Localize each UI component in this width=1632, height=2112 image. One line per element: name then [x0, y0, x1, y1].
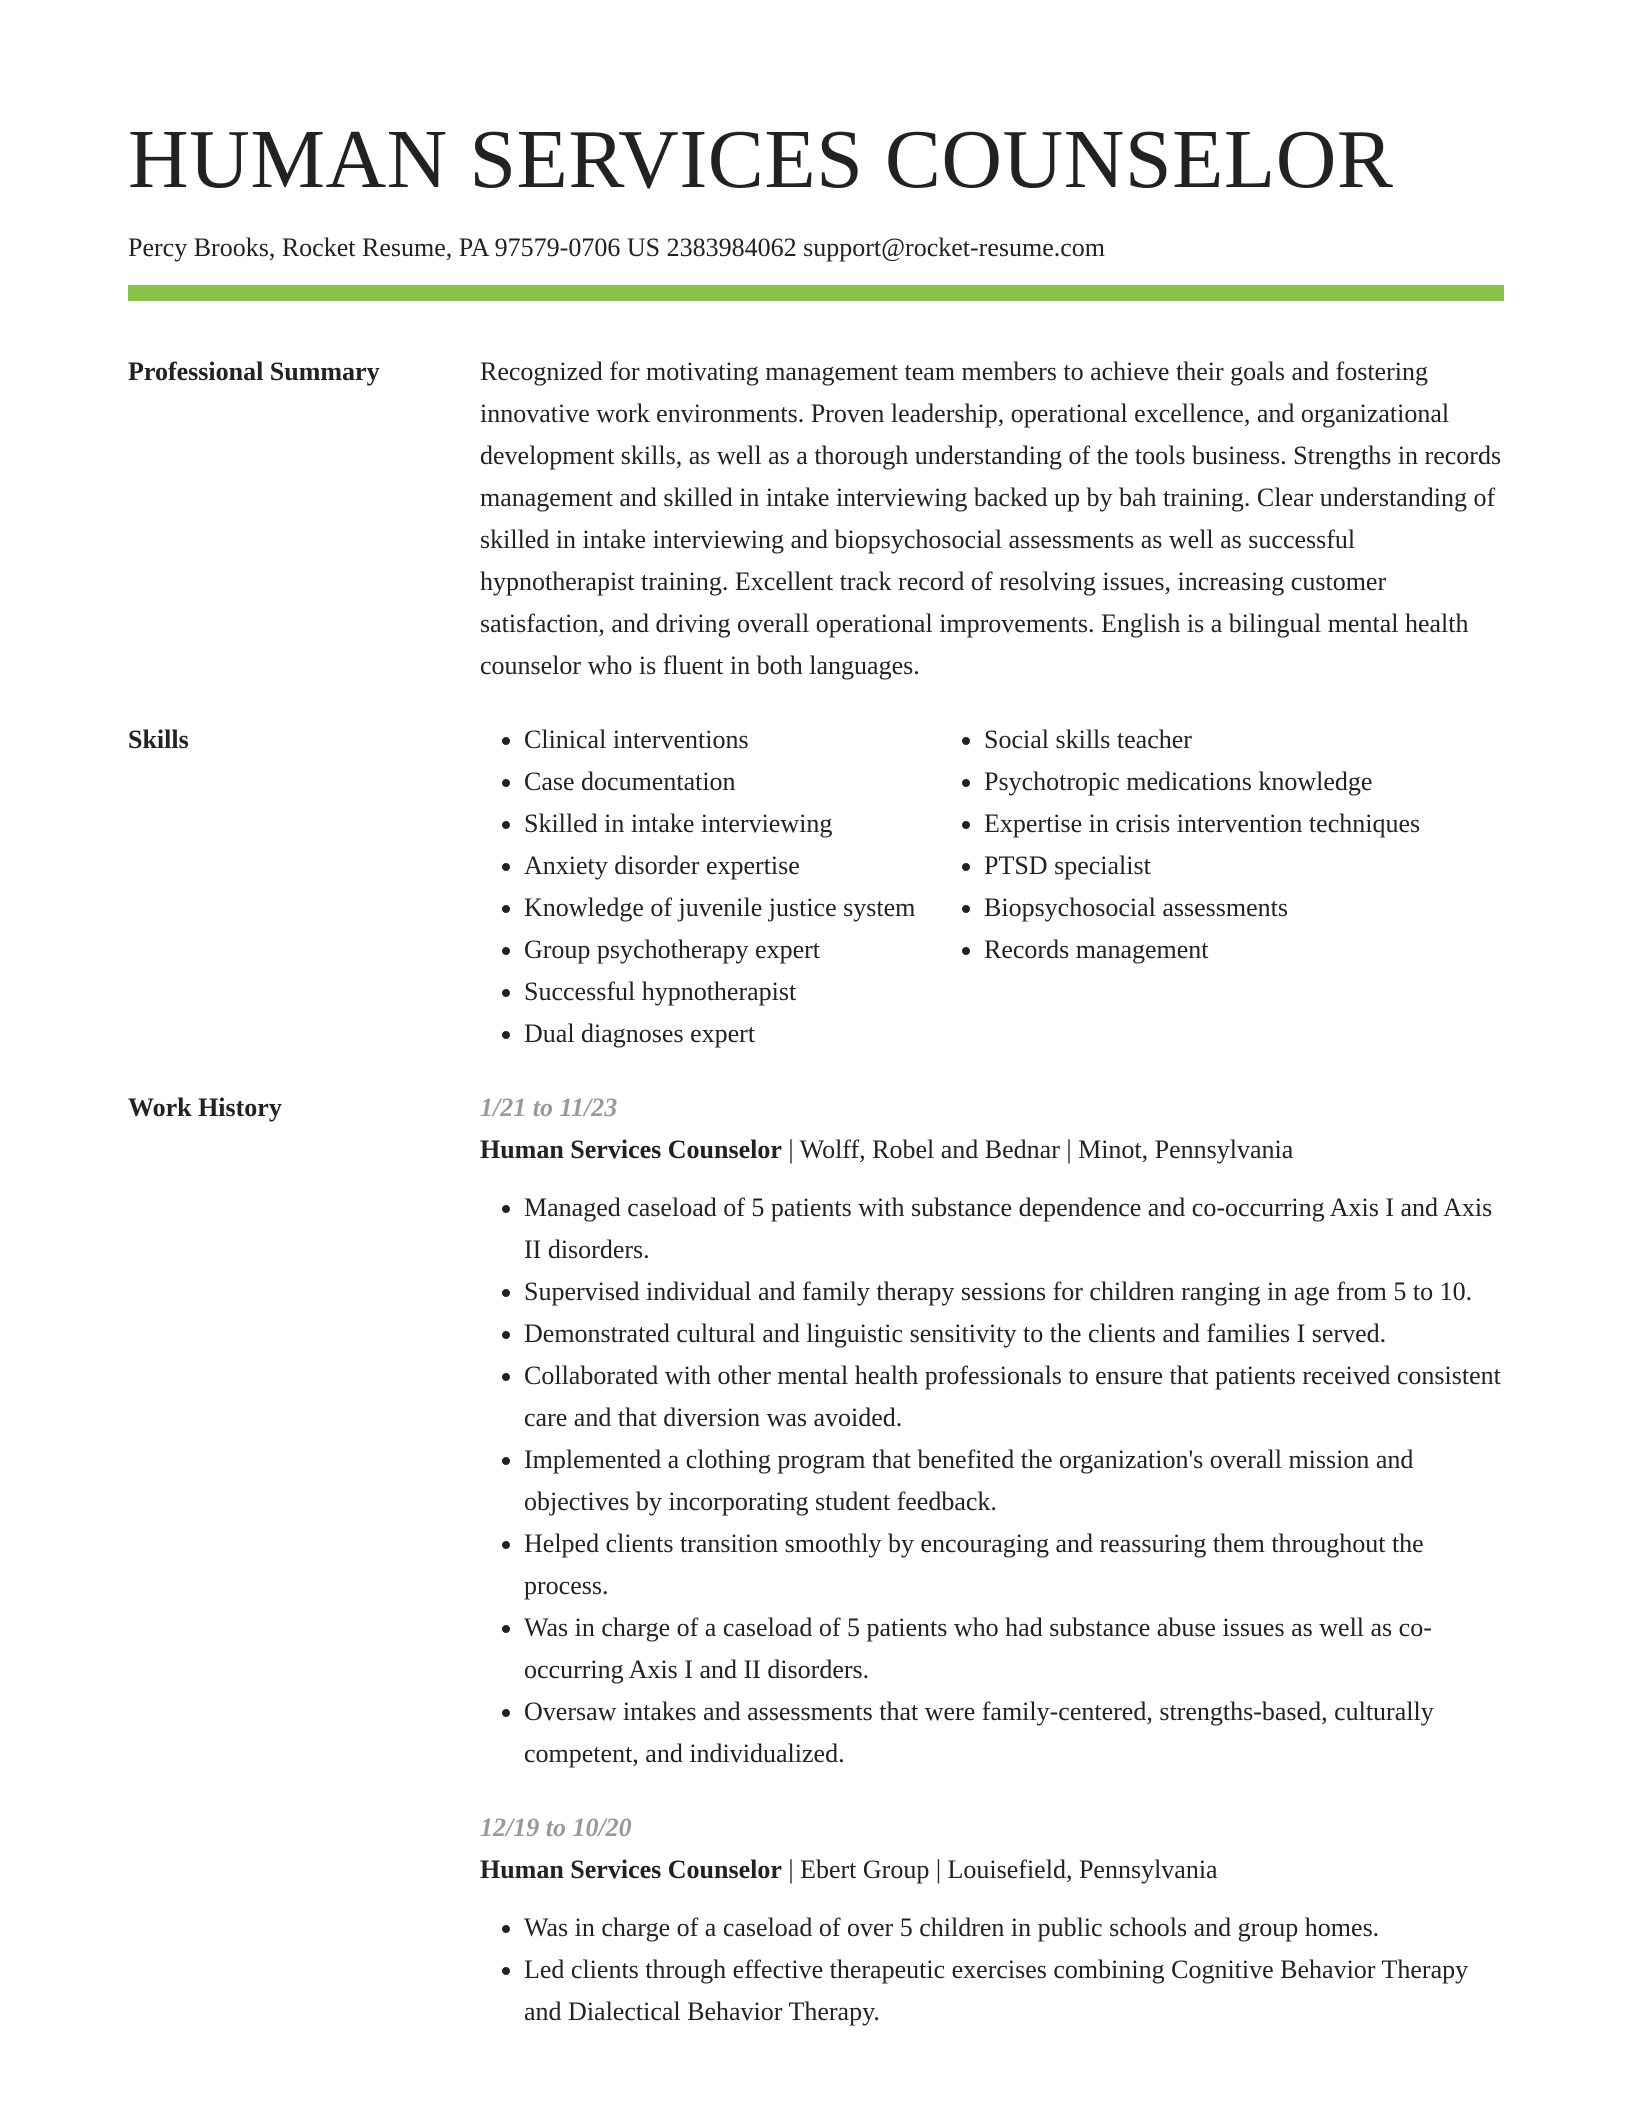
- job-duty: • Helped clients transition smoothly by encouraging and reassuring them throughout the process.: [524, 1523, 1504, 1607]
- resume-title: HUMAN SERVICES COUNSELOR: [128, 113, 1394, 206]
- job-duty: • Demonstrated cultural and linguistic sensitivity to the clients and families I served.: [524, 1313, 1504, 1355]
- skill-item: • Anxiety disorder expertise: [524, 845, 940, 887]
- skills-section: [128, 719, 1504, 1055]
- contact-line: [128, 232, 1504, 263]
- job-heading: [480, 1849, 1504, 1891]
- work-history-heading: Work History: [128, 1093, 282, 1123]
- job-duty: • Implemented a clothing program that benefited the organization's overall mission and objectives by incorporating student feedback.: [524, 1439, 1504, 1523]
- job-duties-list: [480, 1187, 1504, 1775]
- job-title: Human Services Counselor: [480, 1135, 782, 1165]
- job-dates: 1/21 to 11/23: [480, 1093, 618, 1123]
- job-duty: • Was in charge of a caseload of over 5 children in public schools and group homes.: [524, 1907, 1504, 1949]
- skill-item: • PTSD specialist: [984, 845, 1484, 887]
- header-divider: [128, 285, 1504, 301]
- job-title: Human Services Counselor: [480, 1855, 782, 1885]
- job-duties-list: [480, 1907, 1504, 2033]
- contact-state: PA: [458, 233, 489, 262]
- contact-phone: 2383984062: [666, 233, 797, 262]
- work-history-section: [128, 1087, 1504, 2033]
- job-duty: • Was in charge of a caseload of 5 patients who had substance abuse issues as well as co-occurring Axis I and II disorders.: [524, 1607, 1504, 1691]
- skill-item: • Successful hypnotherapist: [524, 971, 940, 1013]
- contact-zip: 97579-0706: [494, 233, 621, 262]
- job-dates: 12/19 to 10/20: [480, 1813, 632, 1843]
- skill-item: • Biopsychosocial assessments: [984, 887, 1484, 929]
- job-entry: [480, 1087, 1504, 1775]
- job-entry: [480, 1807, 1504, 2033]
- skill-item: • Social skills teacher: [984, 719, 1484, 761]
- summary-heading: Professional Summary: [128, 357, 380, 387]
- skills-heading: Skills: [128, 725, 189, 755]
- skill-item: • Clinical interventions: [524, 719, 940, 761]
- skill-item: • Skilled in intake interviewing: [524, 803, 940, 845]
- contact-name: Percy Brooks,: [128, 233, 276, 262]
- job-employer-location: | Ebert Group | Louisefield, Pennsylvania: [781, 1855, 1218, 1885]
- skill-item: • Dual diagnoses expert: [524, 1013, 940, 1055]
- skill-item: • Group psychotherapy expert: [524, 929, 940, 971]
- skill-item: • Knowledge of juvenile justice system: [524, 887, 940, 929]
- job-employer-location: | Wolff, Robel and Bednar | Minot, Pennsylvania: [781, 1135, 1294, 1165]
- job-duty: • Supervised individual and family therapy sessions for children ranging in age from 5 to 10.: [524, 1271, 1504, 1313]
- job-duty: • Collaborated with other mental health professionals to ensure that patients received consistent care and that diversion was avoided.: [524, 1355, 1504, 1439]
- job-duty: • Managed caseload of 5 patients with substance dependence and co-occurring Axis I and Axis II disorders.: [524, 1187, 1504, 1271]
- contact-country: US: [626, 233, 661, 262]
- skills-list-left: [480, 719, 940, 1055]
- job-duty: • Oversaw intakes and assessments that were family-centered, strengths-based, culturally competent, and individualized.: [524, 1691, 1504, 1775]
- skill-item: • Records management: [984, 929, 1484, 971]
- skills-list-right: [940, 719, 1484, 1055]
- job-heading: [480, 1129, 1504, 1171]
- contact-email[interactable]: support@rocket-resume.com: [803, 233, 1106, 262]
- contact-company: Rocket Resume,: [281, 233, 453, 262]
- skill-item: • Case documentation: [524, 761, 940, 803]
- skills-columns: [480, 719, 1504, 1055]
- job-duty: • Led clients through effective therapeutic exercises combining Cognitive Behavior Therapy and Dialectical Behavior Therapy.: [524, 1949, 1504, 2033]
- summary-section: [128, 351, 1504, 687]
- summary-text: Recognized for motivating management team members to achieve their goals and fostering innovative work environments. Proven leadership, operational excellence, and organizational development skills, as well as a thorough understanding of the tools business. Strengths in records management and skilled in intake interviewing backed up by bah training. Clear understanding of skilled in intake interviewing and biopsychosocial assessments as well as successful hypnotherapist training. Excellent track record of resolving issues, increasing customer satisfaction, and driving overall operational improvements. English is a bilingual mental health counselor who is fluent in both languages.: [480, 357, 1502, 681]
- skill-item: • Psychotropic medications knowledge: [984, 761, 1484, 803]
- skill-item: • Expertise in crisis intervention techniques: [984, 803, 1484, 845]
